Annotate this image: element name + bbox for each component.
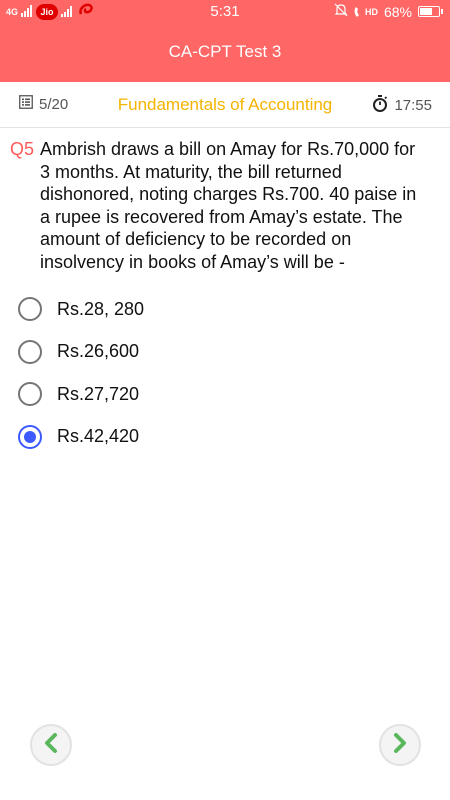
battery-percent: 68% xyxy=(383,3,412,20)
next-button[interactable] xyxy=(379,724,421,766)
timer xyxy=(372,95,432,116)
hd-label: HD xyxy=(364,6,378,17)
radio-button[interactable] xyxy=(18,340,42,364)
radio-button[interactable] xyxy=(18,297,42,321)
stopwatch-icon xyxy=(372,95,388,116)
question-number: Q5 xyxy=(10,139,35,159)
jio-icon: Jio xyxy=(36,4,58,20)
subject-title: Fundamentals of Accounting xyxy=(117,95,333,114)
option-label: Rs.42,420 xyxy=(57,426,140,447)
header xyxy=(0,0,450,82)
question-text: Ambrish draws a bill on Amay for Rs.70,000 for 3 months. At maturity, the bill returned dishonored, noting charges Rs.700. 40 paise in a rupee is recovered from Amay’s estate. The amount of deficiency to be recorded on insolvency in books of Amay’s will be - xyxy=(40,139,417,272)
radio-button[interactable] xyxy=(18,425,42,449)
chevron-left-icon xyxy=(42,732,60,759)
question-count-label: 5/20 xyxy=(39,95,69,113)
mute-icon xyxy=(334,3,348,20)
battery-fill xyxy=(420,8,432,15)
option-2[interactable] xyxy=(18,331,418,374)
timer-label: 17:55 xyxy=(394,97,432,114)
status-time: 5:31 xyxy=(210,3,240,20)
option-label: Rs.26,600 xyxy=(57,341,140,362)
battery-icon xyxy=(418,6,440,17)
previous-button[interactable] xyxy=(30,724,72,766)
answer-options xyxy=(18,288,418,458)
network-type-label: 4G xyxy=(6,7,19,17)
chevron-right-icon xyxy=(391,732,409,759)
option-label: Rs.27,720 xyxy=(57,383,140,404)
option-1[interactable] xyxy=(18,288,418,331)
status-bar-right xyxy=(334,3,440,20)
volte-icon xyxy=(354,6,378,18)
option-3[interactable] xyxy=(18,373,418,416)
option-4[interactable] xyxy=(18,416,418,459)
status-bar xyxy=(0,0,450,24)
question-block xyxy=(10,138,430,273)
info-bar xyxy=(0,82,450,128)
radio-button[interactable] xyxy=(18,382,42,406)
app-title: CA-CPT Test 3 xyxy=(168,42,282,61)
option-label: Rs.28, 280 xyxy=(57,298,145,319)
